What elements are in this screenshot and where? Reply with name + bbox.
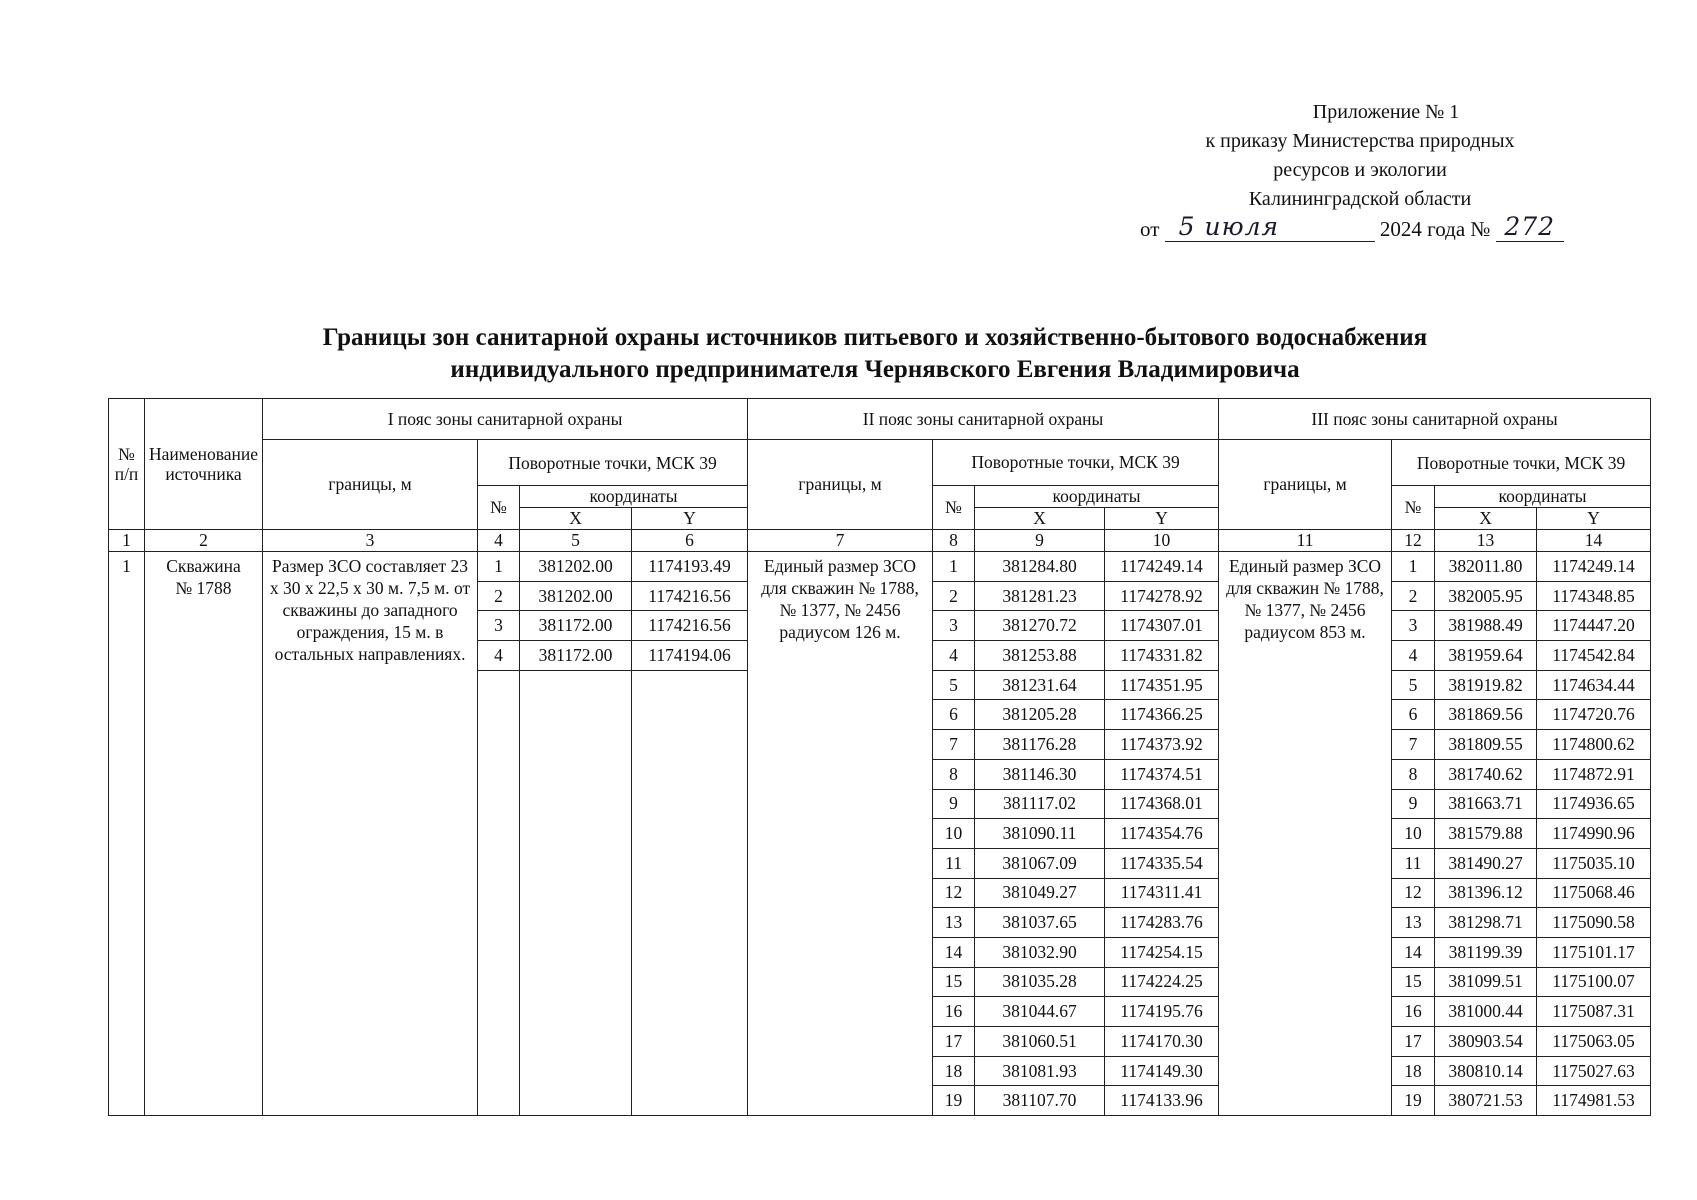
belt2-point-no: 2 [933,581,975,611]
source-name-line: Скважина [166,556,241,576]
belt2-point-x: 381035.28 [975,967,1105,997]
belt3-point-no: 4 [1392,641,1435,671]
belt2-point-x: 381032.90 [975,937,1105,967]
header-belt2-no: № [933,486,975,530]
belt2-point-no: 17 [933,1027,975,1057]
belt2-point-no: 5 [933,670,975,700]
belt2-point-y: 1174133.96 [1105,1086,1219,1116]
header-belt1-points: Поворотные точки, МСК 39 [478,440,748,486]
belt2-point-no: 1 [933,552,975,582]
belt2-point-no: 7 [933,730,975,760]
belt3-point-x: 381740.62 [1435,759,1537,789]
belt3-point-y: 1174936.65 [1537,789,1651,819]
col-number: 5 [520,530,632,552]
header-belt2-points: Поворотные точки, МСК 39 [933,440,1219,486]
appendix-region-line: Калининградской области [1248,188,1472,210]
belt3-point-x: 381663.71 [1435,789,1537,819]
sanitary-zones-table [108,398,1651,1116]
belt2-point-y: 1174278.92 [1105,581,1219,611]
source-number-line: № 1788 [175,578,232,598]
document-title [150,322,1600,386]
handwritten-date: 5 июля [1165,212,1375,242]
belt3-point-no: 6 [1392,700,1435,730]
header-belt1-coords: координаты [520,486,748,508]
belt3-point-x: 381490.27 [1435,848,1537,878]
belt1-point-y: 1174193.49 [632,552,748,582]
belt3-point-y: 1174348.85 [1537,581,1651,611]
header-belt2-x: X [975,508,1105,530]
header-belt-1: I пояс зоны санитарной охраны [263,399,748,440]
belt1-point-x: 381172.00 [520,611,632,641]
belt3-point-x: 381396.12 [1435,878,1537,908]
belt1-point-y: 1174216.56 [632,611,748,641]
appendix-ministry-line: ресурсов и экологии [1273,159,1447,181]
date-prefix: от [1140,217,1160,241]
belt2-point-y: 1174335.54 [1105,848,1219,878]
belt2-point-no: 11 [933,848,975,878]
belt3-point-y: 1174249.14 [1537,552,1651,582]
belt2-point-no: 14 [933,937,975,967]
belt1-empty-x [520,670,632,1115]
header-belt1-x: X [520,508,632,530]
belt3-point-no: 16 [1392,997,1435,1027]
belt1-point-no: 3 [478,611,520,641]
col-number: 1 [109,530,145,552]
col-number: 4 [478,530,520,552]
belt2-point-no: 16 [933,997,975,1027]
header-belt2-coords: координаты [975,486,1219,508]
belt3-point-no: 1 [1392,552,1435,582]
belt3-point-y: 1175027.63 [1537,1056,1651,1086]
belt3-point-y: 1175101.17 [1537,937,1651,967]
header-belt2-bounds: границы, м [748,440,933,530]
header-belt3-x: X [1435,508,1537,530]
belt3-point-no: 13 [1392,908,1435,938]
belt2-point-x: 381044.67 [975,997,1105,1027]
handwritten-order-number: 272 [1496,212,1564,242]
belt3-point-x: 381869.56 [1435,700,1537,730]
belt3-point-no: 8 [1392,759,1435,789]
belt2-point-x: 381090.11 [975,819,1105,849]
belt3-point-x: 380721.53 [1435,1086,1537,1116]
belt3-point-no: 14 [1392,937,1435,967]
belt1-empty-no [478,670,520,1115]
belt2-point-x: 381231.64 [975,670,1105,700]
row-number: 1 [109,552,145,1116]
belt3-point-x: 381298.71 [1435,908,1537,938]
belt2-point-no: 8 [933,759,975,789]
col-number: 6 [632,530,748,552]
title-line-1: Границы зон санитарной охраны источников питьевого и хозяйственно-бытового водоснабжения [322,324,1428,351]
year-text: 2024 года № [1379,217,1491,241]
belt3-point-y: 1174872.91 [1537,759,1651,789]
belt2-point-y: 1174283.76 [1105,908,1219,938]
belt3-point-no: 3 [1392,611,1435,641]
belt2-point-y: 1174307.01 [1105,611,1219,641]
belt3-point-no: 15 [1392,967,1435,997]
belt3-point-y: 1175063.05 [1537,1027,1651,1057]
col-number: 12 [1392,530,1435,552]
col-number: 10 [1105,530,1219,552]
belt3-point-x: 382005.95 [1435,581,1537,611]
belt1-point-x: 381202.00 [520,581,632,611]
belt2-point-x: 381270.72 [975,611,1105,641]
belt2-point-x: 381281.23 [975,581,1105,611]
header-belt3-coords: координаты [1435,486,1651,508]
belt3-point-x: 382011.80 [1435,552,1537,582]
belt3-point-y: 1174447.20 [1537,611,1651,641]
belt2-point-y: 1174149.30 [1105,1056,1219,1086]
belt2-point-x: 381049.27 [975,878,1105,908]
belt1-point-y: 1174194.06 [632,641,748,671]
belt1-bounds-text: Размер ЗСО составляет 23 х 30 х 22,5 х 30 м. 7,5 м. от скважины до западного ограждения, 15 м. в остальных направлениях. [263,552,478,1116]
appendix-number: Приложение № 1 [1312,101,1460,123]
belt1-point-no: 1 [478,552,520,582]
belt2-point-y: 1174311.41 [1105,878,1219,908]
col-number: 3 [263,530,478,552]
belt3-point-no: 11 [1392,848,1435,878]
belt2-point-y: 1174368.01 [1105,789,1219,819]
belt3-point-no: 9 [1392,789,1435,819]
belt2-point-y: 1174249.14 [1105,552,1219,582]
order-date-line [1140,212,1564,242]
belt2-bounds-text: Единый размер ЗСО для скважин № 1788, № 1377, № 2456 радиусом 126 м. [748,552,933,1116]
belt2-point-x: 381067.09 [975,848,1105,878]
belt2-point-y: 1174331.82 [1105,641,1219,671]
source-name [145,552,263,1116]
col-number: 8 [933,530,975,552]
belt2-point-y: 1174224.25 [1105,967,1219,997]
belt3-point-y: 1174800.62 [1537,730,1651,760]
belt3-point-no: 10 [1392,819,1435,849]
belt2-point-y: 1174195.76 [1105,997,1219,1027]
header-belt1-no: № [478,486,520,530]
header-belt2-y: Y [1105,508,1219,530]
title-line-2: индивидуального предпринимателя Чернявского Евгения Владимировича [450,356,1300,383]
header-num: № п/п [109,399,145,530]
belt3-point-x: 380903.54 [1435,1027,1537,1057]
belt1-empty-y [632,670,748,1115]
belt3-point-y: 1174634.44 [1537,670,1651,700]
header-belt-2: II пояс зоны санитарной охраны [748,399,1219,440]
appendix-header [1080,98,1640,214]
belt3-point-y: 1175087.31 [1537,997,1651,1027]
belt1-point-y: 1174216.56 [632,581,748,611]
belt3-point-no: 17 [1392,1027,1435,1057]
header-belt3-points: Поворотные точки, МСК 39 [1392,440,1651,486]
belt2-point-y: 1174354.76 [1105,819,1219,849]
belt2-point-y: 1174373.92 [1105,730,1219,760]
belt2-point-x: 381060.51 [975,1027,1105,1057]
belt3-point-y: 1174990.96 [1537,819,1651,849]
col-number: 13 [1435,530,1537,552]
column-number-row [109,530,1651,552]
col-number: 7 [748,530,933,552]
belt3-point-no: 12 [1392,878,1435,908]
belt2-point-y: 1174170.30 [1105,1027,1219,1057]
belt3-point-x: 381988.49 [1435,611,1537,641]
belt3-point-no: 19 [1392,1086,1435,1116]
belt2-point-y: 1174374.51 [1105,759,1219,789]
belt2-point-x: 381081.93 [975,1056,1105,1086]
header-belt3-y: Y [1537,508,1651,530]
belt2-point-no: 3 [933,611,975,641]
belt3-point-no: 2 [1392,581,1435,611]
belt2-point-x: 381253.88 [975,641,1105,671]
header-belt1-bounds: границы, м [263,440,478,530]
belt2-point-y: 1174366.25 [1105,700,1219,730]
belt3-point-y: 1175100.07 [1537,967,1651,997]
col-number: 2 [145,530,263,552]
belt2-point-x: 381107.70 [975,1086,1105,1116]
belt1-point-x: 381172.00 [520,641,632,671]
table-body [109,552,1651,1116]
header-belt3-bounds: границы, м [1219,440,1392,530]
belt2-point-x: 381146.30 [975,759,1105,789]
belt3-point-x: 381809.55 [1435,730,1537,760]
table-row [109,552,1651,582]
belt3-point-x: 381919.82 [1435,670,1537,700]
belt3-point-y: 1174542.84 [1537,641,1651,671]
belt2-point-y: 1174254.15 [1105,937,1219,967]
belt2-point-no: 4 [933,641,975,671]
belt1-point-no: 4 [478,641,520,671]
belt3-point-y: 1175090.58 [1537,908,1651,938]
col-number: 11 [1219,530,1392,552]
header-belt3-no: № [1392,486,1435,530]
belt2-point-no: 9 [933,789,975,819]
belt2-point-x: 381176.28 [975,730,1105,760]
belt2-point-y: 1174351.95 [1105,670,1219,700]
belt3-point-x: 381199.39 [1435,937,1537,967]
belt3-point-no: 18 [1392,1056,1435,1086]
belt2-point-no: 18 [933,1056,975,1086]
belt3-point-x: 381959.64 [1435,641,1537,671]
header-belt1-y: Y [632,508,748,530]
header-source: Наименование источника [145,399,263,530]
belt2-point-x: 381205.28 [975,700,1105,730]
belt3-point-y: 1175068.46 [1537,878,1651,908]
belt2-point-x: 381037.65 [975,908,1105,938]
belt3-point-x: 381000.44 [1435,997,1537,1027]
belt3-point-no: 7 [1392,730,1435,760]
belt3-point-y: 1174720.76 [1537,700,1651,730]
header-belt-3: III пояс зоны санитарной охраны [1219,399,1651,440]
col-number: 14 [1537,530,1651,552]
belt2-point-no: 6 [933,700,975,730]
belt2-point-no: 15 [933,967,975,997]
belt3-point-no: 5 [1392,670,1435,700]
belt3-point-x: 381579.88 [1435,819,1537,849]
belt2-point-no: 12 [933,878,975,908]
belt2-point-no: 10 [933,819,975,849]
belt2-point-no: 19 [933,1086,975,1116]
belt2-point-x: 381117.02 [975,789,1105,819]
col-number: 9 [975,530,1105,552]
appendix-order-line: к приказу Министерства природных [1205,130,1515,152]
belt1-point-x: 381202.00 [520,552,632,582]
belt3-point-x: 380810.14 [1435,1056,1537,1086]
belt3-point-y: 1174981.53 [1537,1086,1651,1116]
belt2-point-no: 13 [933,908,975,938]
belt3-bounds-text: Единый размер ЗСО для скважин № 1788, № 1377, № 2456 радиусом 853 м. [1219,552,1392,1116]
belt2-point-x: 381284.80 [975,552,1105,582]
belt3-point-x: 381099.51 [1435,967,1537,997]
belt3-point-y: 1175035.10 [1537,848,1651,878]
belt1-point-no: 2 [478,581,520,611]
